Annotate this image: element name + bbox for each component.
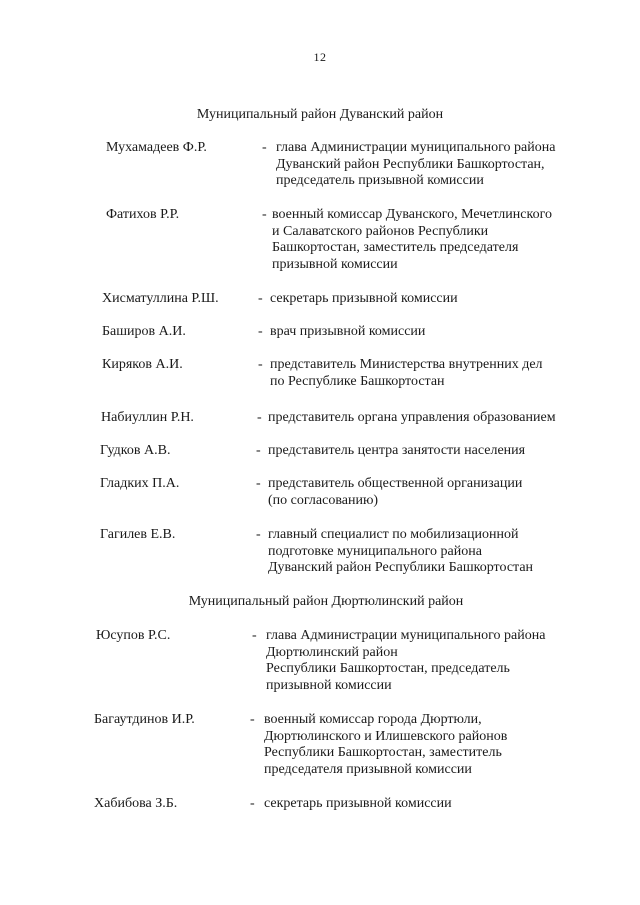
member-dash: - bbox=[256, 476, 261, 491]
member-role: главный специалист по мобилизационной подготовке муниципального района Дуванский район Республики Башкортостан bbox=[268, 527, 534, 575]
member-dash: - bbox=[250, 712, 255, 727]
member-dash: - bbox=[257, 410, 262, 425]
member-role: секретарь призывной комиссии bbox=[270, 291, 458, 306]
member-role: представитель органа управления образованием bbox=[268, 410, 556, 425]
member-dash: - bbox=[252, 628, 257, 643]
member-name: Набиуллин Р.Н. bbox=[101, 410, 194, 425]
member-dash: - bbox=[256, 527, 261, 542]
section-title-dyurtyuli: Муниципальный район Дюртюлинский район bbox=[188, 594, 464, 609]
member-dash: - bbox=[262, 207, 267, 222]
member-role: секретарь призывной комиссии bbox=[264, 796, 452, 811]
member-role: глава Администрации муниципального района Дюртюлинский район Республики Башкортостан, председатель призывной комиссии bbox=[266, 628, 546, 693]
member-role: представитель центра занятости населения bbox=[268, 443, 526, 458]
member-name: Мухамадеев Ф.Р. bbox=[106, 140, 207, 155]
member-name: Гагилев Е.В. bbox=[100, 527, 176, 542]
member-dash: - bbox=[258, 291, 263, 306]
member-name: Хабибова З.Б. bbox=[94, 796, 178, 811]
member-dash: - bbox=[258, 357, 263, 372]
member-dash: - bbox=[258, 324, 263, 339]
member-name: Фатихов Р.Р. bbox=[106, 207, 180, 222]
member-name: Гладких П.А. bbox=[100, 476, 180, 491]
section-title-duvan: Муниципальный район Дуванский район bbox=[196, 107, 444, 122]
member-dash: - bbox=[256, 443, 261, 458]
member-name: Киряков А.И. bbox=[102, 357, 183, 372]
member-role: военный комиссар города Дюртюли, Дюртюлинского и Илишевского районов Республики Башкортостан, заместитель председателя призывной комиссии bbox=[264, 712, 508, 777]
page-number: 12 bbox=[313, 50, 327, 64]
member-name: Гудков А.В. bbox=[100, 443, 171, 458]
member-role: военный комиссар Дуванского, Мечетлинского и Салаватского районов Республики Башкортостан, заместитель председателя призывной комиссии bbox=[272, 207, 552, 272]
member-name: Юсупов Р.С. bbox=[96, 628, 171, 643]
member-role: представитель общественной организации (по согласованию) bbox=[268, 476, 523, 508]
member-name: Хисматуллина Р.Ш. bbox=[102, 291, 219, 306]
member-role: глава Администрации муниципального района Дуванский район Республики Башкортостан, председатель призывной комиссии bbox=[276, 140, 556, 188]
member-name: Багаутдинов И.Р. bbox=[94, 712, 195, 727]
member-role: врач призывной комиссии bbox=[270, 324, 426, 339]
member-name: Баширов А.И. bbox=[102, 324, 186, 339]
member-dash: - bbox=[250, 796, 255, 811]
member-dash: - bbox=[262, 140, 267, 155]
member-role: представитель Министерства внутренних дел по Республике Башкортостан bbox=[270, 357, 543, 389]
